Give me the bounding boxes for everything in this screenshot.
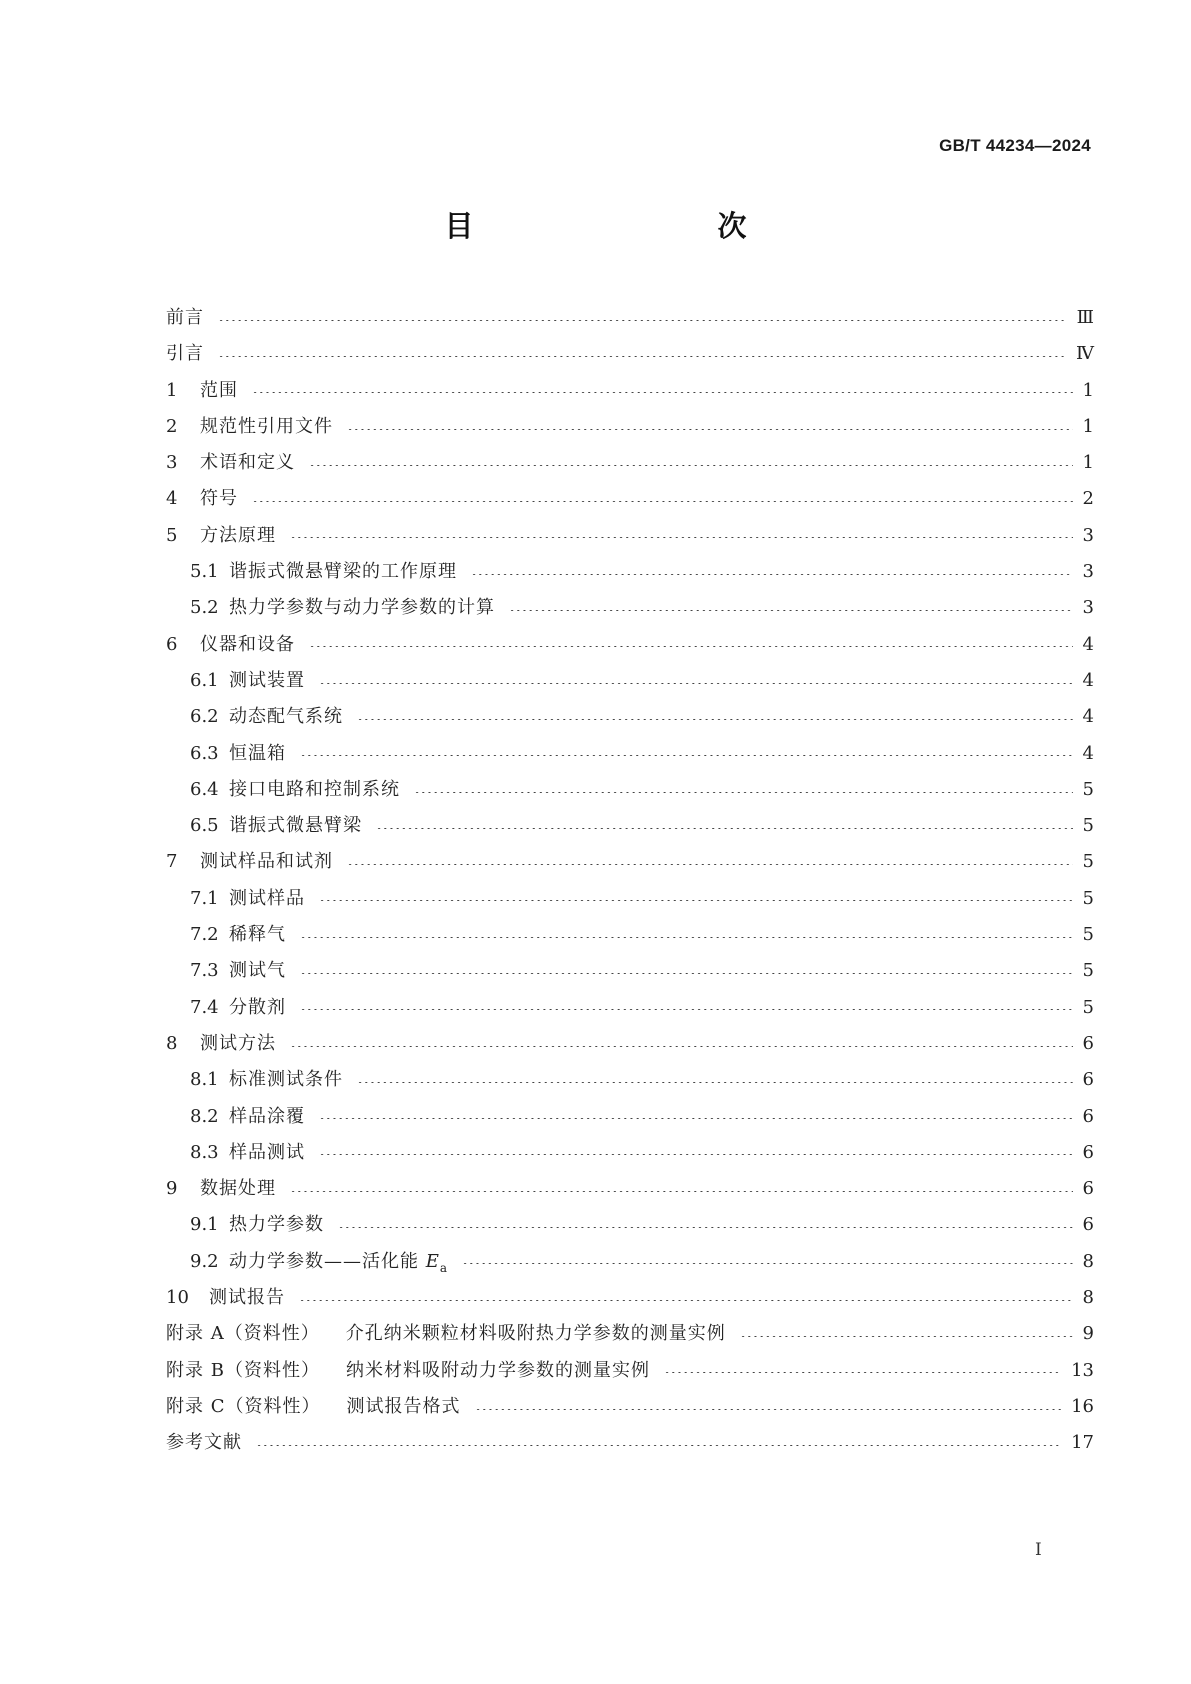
dot-leader <box>290 537 1073 538</box>
activation-energy-subscript: a <box>439 1260 449 1275</box>
dot-leader <box>300 1009 1073 1010</box>
toc-entry-number: 7 <box>166 851 178 873</box>
toc-entry-label: 符号 <box>200 488 238 510</box>
toc-entry-label: 稀释气 <box>229 924 286 946</box>
toc-entry-label: 动态配气系统 <box>229 706 343 728</box>
dot-leader <box>252 392 1073 393</box>
toc-entry-number: 9 <box>166 1178 178 1200</box>
toc-entry-number: 5.1 <box>190 561 219 583</box>
toc-entry-label: 方法原理 <box>200 524 276 546</box>
dot-leader <box>300 973 1073 974</box>
page-title: 目 次 <box>444 209 809 243</box>
toc-entry-label: 测试样品 <box>229 887 305 909</box>
toc-entry-number: 1 <box>166 379 178 401</box>
toc-entry-number: 7.1 <box>190 887 219 909</box>
toc-entry-label: 引言 <box>166 343 204 365</box>
toc-entry-page: 17 <box>1071 1432 1094 1454</box>
toc-entry-label: 数据处理 <box>200 1178 276 1200</box>
toc-entry-number: 4 <box>166 488 178 510</box>
toc-entry-number: 6 <box>166 633 178 655</box>
toc-entry-section-7-3[interactable] <box>166 953 1094 989</box>
toc-entry-page: 6 <box>1082 1069 1094 1091</box>
toc-entry-appendix-b[interactable] <box>166 1353 1094 1389</box>
dot-leader <box>218 320 1067 321</box>
dot-leader <box>256 1445 1061 1446</box>
toc-entry-number: 9.2 <box>190 1250 219 1272</box>
table-of-contents <box>166 300 1094 1462</box>
toc-entry-section-5[interactable] <box>166 518 1094 554</box>
toc-entry-page: 5 <box>1082 960 1094 982</box>
toc-entry-section-7-4[interactable] <box>166 990 1094 1026</box>
dot-leader <box>475 1409 1062 1410</box>
toc-entry-section-8-2[interactable] <box>166 1099 1094 1135</box>
dot-leader <box>347 864 1073 865</box>
toc-entry-page: 6 <box>1082 1141 1094 1163</box>
toc-entry-label: 接口电路和控制系统 <box>229 778 400 800</box>
toc-entry-section-6-5[interactable] <box>166 808 1094 844</box>
toc-entry-bibliography[interactable] <box>166 1425 1094 1461</box>
toc-entry-page: Ⅳ <box>1076 343 1094 365</box>
toc-entry-label: 参考文献 <box>166 1432 242 1454</box>
toc-entry-label: 介孔纳米颗粒材料吸附热力学参数的测量实例 <box>345 1323 726 1345</box>
toc-entry-section-9-1[interactable] <box>166 1207 1094 1243</box>
toc-entry-number: 8.2 <box>190 1105 219 1127</box>
dot-leader <box>252 501 1073 502</box>
toc-entry-page: 6 <box>1082 1032 1094 1054</box>
dot-leader <box>300 937 1073 938</box>
dot-leader <box>300 755 1073 756</box>
toc-entry-label: 范围 <box>200 379 238 401</box>
dot-leader <box>218 356 1066 357</box>
toc-entry-label: 样品测试 <box>229 1141 305 1163</box>
dot-leader <box>309 646 1073 647</box>
toc-entry-number: 2 <box>166 415 178 437</box>
toc-entry-number: 6.3 <box>190 742 219 764</box>
toc-entry-label: 测试报告格式 <box>346 1395 461 1417</box>
toc-entry-page: 2 <box>1082 488 1094 510</box>
toc-entry-number: 6.5 <box>190 815 219 837</box>
toc-entry-page: 6 <box>1082 1105 1094 1127</box>
toc-entry-page: 6 <box>1082 1178 1094 1200</box>
toc-entry-section-3[interactable] <box>166 445 1094 481</box>
page-number: I <box>1035 1540 1042 1560</box>
toc-entry-label: 谐振式微悬臂梁 <box>229 815 362 837</box>
toc-entry-label: 热力学参数与动力学参数的计算 <box>229 597 495 619</box>
dot-leader <box>414 792 1073 793</box>
toc-entry-label: 前言 <box>166 307 204 328</box>
dot-leader <box>462 1263 1073 1264</box>
toc-entry-section-7-1[interactable] <box>166 881 1094 917</box>
toc-entry-label: 恒温箱 <box>229 742 286 764</box>
toc-entry-label: 热力学参数 <box>229 1214 324 1236</box>
toc-entry-section-9[interactable] <box>166 1171 1094 1207</box>
toc-entry-section-8[interactable] <box>166 1026 1094 1062</box>
toc-entry-number: 8.1 <box>190 1069 219 1091</box>
toc-entry-section-6-3[interactable] <box>166 736 1094 772</box>
toc-entry-label: 样品涂覆 <box>229 1105 305 1127</box>
dot-leader <box>338 1227 1073 1228</box>
toc-entry-appendix-tag: 附录 C（资料性） <box>166 1395 321 1417</box>
toc-entry-page: 5 <box>1082 887 1094 909</box>
dot-leader <box>357 1082 1073 1083</box>
dot-leader <box>664 1372 1061 1373</box>
toc-entry-page: 8 <box>1082 1287 1094 1309</box>
dot-leader <box>319 683 1073 684</box>
toc-entry-label: 规范性引用文件 <box>200 415 333 437</box>
toc-entry-page: 5 <box>1082 815 1094 837</box>
toc-entry-page: 5 <box>1082 924 1094 946</box>
toc-entry-page: 4 <box>1082 706 1094 728</box>
dot-leader <box>357 719 1073 720</box>
toc-entry-appendix-a[interactable] <box>166 1316 1094 1352</box>
dot-leader <box>319 900 1073 901</box>
toc-entry-page: 1 <box>1082 415 1094 437</box>
dot-leader <box>290 1191 1073 1192</box>
toc-entry-label: 谐振式微悬臂梁的工作原理 <box>229 561 457 583</box>
toc-entry-section-8-1[interactable] <box>166 1062 1094 1098</box>
toc-entry-page: 9 <box>1082 1323 1094 1345</box>
toc-entry-section-9-2[interactable] <box>166 1244 1094 1280</box>
toc-entry-section-2[interactable] <box>166 409 1094 445</box>
toc-entry-label: 纳米材料吸附动力学参数的测量实例 <box>345 1359 650 1381</box>
toc-entry-page: 13 <box>1071 1359 1094 1381</box>
dot-leader <box>347 429 1073 430</box>
toc-entry-number: 8.3 <box>190 1141 219 1163</box>
toc-entry-page: 16 <box>1071 1395 1094 1417</box>
toc-entry-section-7[interactable] <box>166 844 1094 880</box>
toc-entry-section-1[interactable] <box>166 373 1094 409</box>
toc-entry-label: 标准测试条件 <box>229 1069 343 1091</box>
toc-entry-label: 测试气 <box>229 960 286 982</box>
toc-entry-appendix-c[interactable] <box>166 1389 1094 1425</box>
toc-entry-label: 测试报告 <box>209 1287 285 1309</box>
toc-entry-number: 8 <box>166 1032 178 1054</box>
toc-entry-page: Ⅲ <box>1076 307 1094 328</box>
toc-entry-section-5-1[interactable] <box>166 554 1094 590</box>
toc-entry-page: 5 <box>1082 851 1094 873</box>
toc-entry-number: 6.4 <box>190 778 219 800</box>
toc-entry-number: 6.2 <box>190 706 219 728</box>
toc-entry-label: 术语和定义 <box>200 452 295 474</box>
toc-entry-section-8-3[interactable] <box>166 1135 1094 1171</box>
toc-entry-page: 3 <box>1082 597 1094 619</box>
toc-entry-page: 4 <box>1082 669 1094 691</box>
toc-entry-section-6-4[interactable] <box>166 772 1094 808</box>
dot-leader <box>319 1118 1073 1119</box>
toc-entry-page: 4 <box>1082 742 1094 764</box>
toc-entry-number: 7.3 <box>190 960 219 982</box>
toc-entry-number: 10 <box>166 1287 189 1309</box>
toc-entry-page: 5 <box>1082 996 1094 1018</box>
toc-entry-page: 1 <box>1082 452 1094 474</box>
dot-leader <box>740 1336 1073 1337</box>
toc-entry-label: 测试装置 <box>229 669 305 691</box>
dot-leader <box>509 610 1073 611</box>
toc-entry-label: 仪器和设备 <box>200 633 295 655</box>
dot-leader <box>471 574 1073 575</box>
activation-energy-symbol: E <box>425 1250 440 1272</box>
toc-entry-page: 5 <box>1082 778 1094 800</box>
toc-entry-page: 3 <box>1082 524 1094 546</box>
toc-entry-section-6-2[interactable] <box>166 699 1094 735</box>
toc-entry-label-text: 动力学参数——活化能 <box>229 1250 419 1272</box>
toc-entry-number: 3 <box>166 452 178 474</box>
toc-entry-section-5-2[interactable] <box>166 590 1094 626</box>
toc-entry-number: 7.2 <box>190 924 219 946</box>
toc-entry-page: 6 <box>1082 1214 1094 1236</box>
toc-entry-number: 5 <box>166 524 178 546</box>
toc-entry-introduction[interactable] <box>166 336 1094 372</box>
toc-entry-page: 4 <box>1082 633 1094 655</box>
toc-entry-section-4[interactable] <box>166 481 1094 517</box>
toc-entry-section-7-2[interactable] <box>166 917 1094 953</box>
toc-entry-page: 3 <box>1082 561 1094 583</box>
dot-leader <box>290 1046 1073 1047</box>
toc-entry-number: 9.1 <box>190 1214 219 1236</box>
dot-leader <box>319 1154 1073 1155</box>
toc-entry-number: 5.2 <box>190 597 219 619</box>
toc-entry-page: 1 <box>1082 379 1094 401</box>
toc-entry-label: 分散剂 <box>229 996 286 1018</box>
standard-code: GB/T 44234—2024 <box>939 136 1091 155</box>
dot-leader <box>299 1300 1073 1301</box>
toc-entry-number: 6.1 <box>190 669 219 691</box>
toc-entry-foreword[interactable] <box>166 300 1094 336</box>
toc-entry-page: 8 <box>1082 1250 1094 1272</box>
toc-entry-section-6-1[interactable] <box>166 663 1094 699</box>
toc-entry-number: 7.4 <box>190 996 219 1018</box>
toc-entry-label: 测试样品和试剂 <box>200 851 333 873</box>
toc-entry-appendix-tag: 附录 A（资料性） <box>166 1323 320 1345</box>
toc-entry-label: 测试方法 <box>200 1032 276 1054</box>
toc-entry-section-6[interactable] <box>166 627 1094 663</box>
dot-leader <box>376 828 1073 829</box>
toc-entry-appendix-tag: 附录 B（资料性） <box>166 1359 320 1381</box>
dot-leader <box>309 465 1073 466</box>
